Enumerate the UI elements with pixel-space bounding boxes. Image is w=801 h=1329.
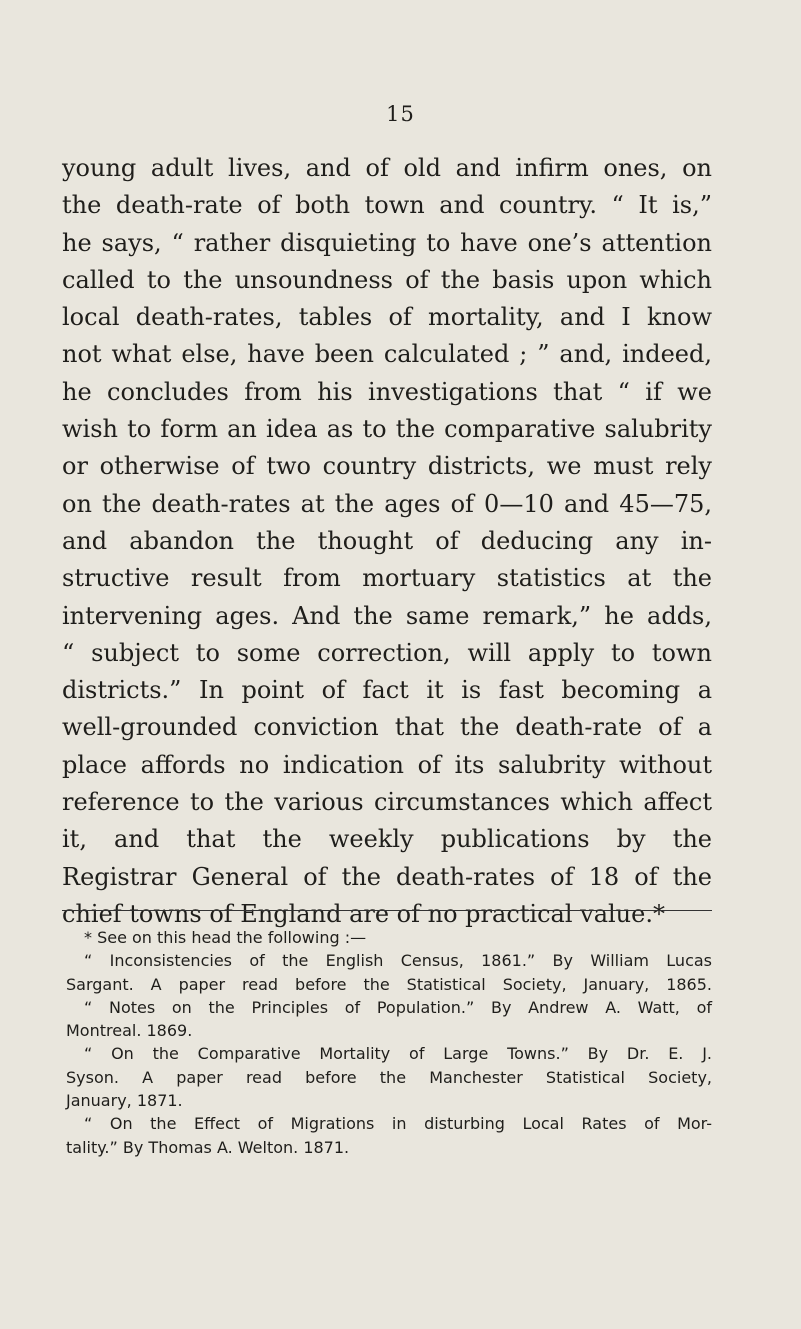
body-text — [62, 150, 712, 933]
footnote-line: Montreal. 1869. — [66, 1021, 193, 1041]
text-line: Registrar General of the death-rates of 18 of the — [62, 862, 712, 891]
text-line: local death-rates, tables of mortality, and I know — [62, 303, 712, 332]
footnote-line: “ On the Effect of Migrations in disturbing Local Rates of Mor- — [84, 1114, 712, 1134]
text-line: “ subject to some correction, will apply to town — [62, 638, 712, 667]
footnote-line: “ On the Comparative Mortality of Large Towns.” By Dr. E. J. — [84, 1044, 712, 1064]
text-line: called to the unsoundness of the basis upon which — [62, 265, 712, 294]
text-line: it, and that the weekly publications by the — [62, 825, 712, 854]
text-line: intervening ages. And the same remark,” he adds, — [62, 601, 712, 630]
text-line: wish to form an idea as to the comparative salubrity — [62, 415, 712, 444]
text-line: chief towns of England are of no practical value.* — [62, 899, 665, 928]
text-line: the death-rate of both town and country. “ It is,” — [62, 191, 712, 220]
footnote-line: January, 1871. — [66, 1091, 183, 1111]
footnote-line: tality.” By Thomas A. Welton. 1871. — [66, 1137, 350, 1157]
text-line: he says, “ rather disquieting to have one’s attention — [62, 228, 712, 257]
text-line: structive result from mortuary statistics at the — [62, 564, 712, 593]
text-line: districts.” In point of fact it is fast becoming a — [62, 676, 712, 705]
text-line: young adult lives, and of old and infirm ones, on — [62, 154, 712, 182]
text-line: he concludes from his investigations that “ if we — [62, 377, 712, 406]
footnote-line: * See on this head the following :— — [84, 928, 367, 947]
text-line: place affords no indication of its salubrity without — [62, 750, 712, 779]
footnote-line: “ Inconsistencies of the English Census, 1861.” By William Lucas — [84, 951, 712, 971]
footnote-divider — [62, 910, 712, 911]
footnotes — [66, 926, 712, 1159]
text-line: on the death-rates at the ages of 0—10 and 45—75, — [62, 489, 712, 518]
text-line: not what else, have been calculated ; ” and, indeed, — [62, 340, 712, 369]
text-line: well-grounded conviction that the death-rate of a — [62, 713, 712, 742]
footnote-line: Sargant. A paper read before the Statistical Society, January, 1865. — [66, 974, 712, 994]
text-line: and abandon the thought of deducing any in- — [62, 526, 712, 555]
footnote-line: “ Notes on the Principles of Population.” By Andrew A. Watt, of — [84, 997, 712, 1017]
footnote-line: Syson. A paper read before the Manchester Statistical Society, — [66, 1067, 712, 1087]
page-number: 15 — [386, 102, 415, 126]
text-line: reference to the various circumstances which affect — [62, 788, 712, 817]
text-line: or otherwise of two country districts, we must rely — [62, 452, 712, 481]
